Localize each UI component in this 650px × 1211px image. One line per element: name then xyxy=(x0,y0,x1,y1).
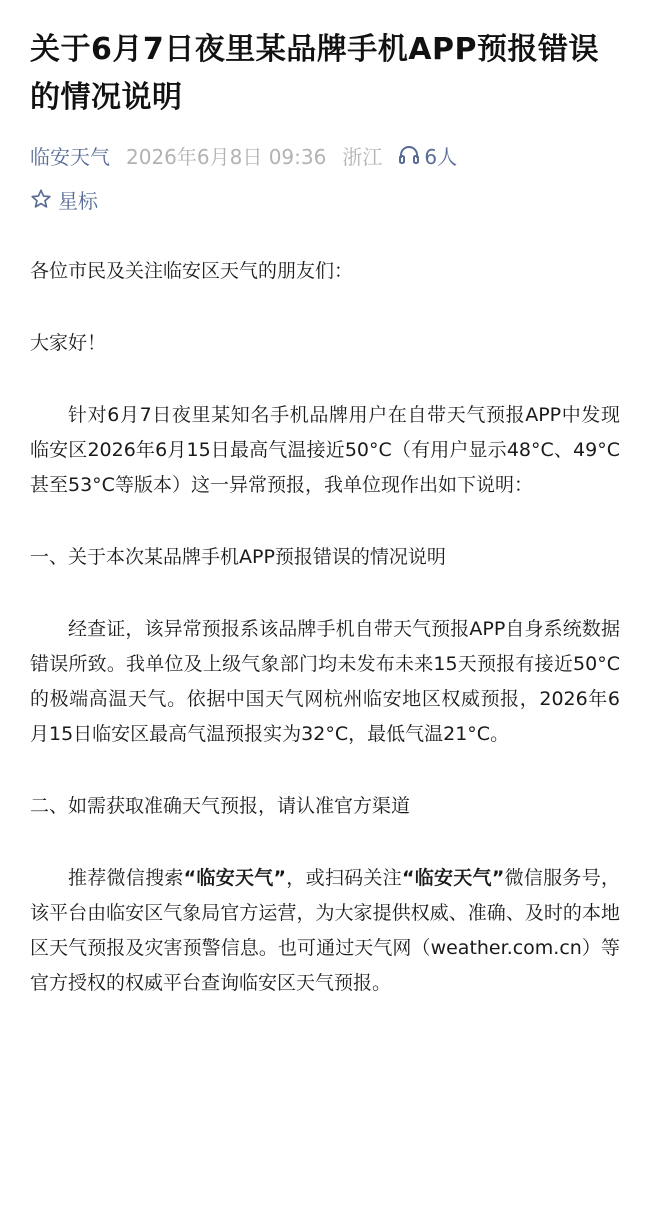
article-body xyxy=(30,254,620,1001)
section2-text-part2: ，或扫码关注 xyxy=(286,867,402,889)
article-meta xyxy=(30,140,620,170)
listen-button[interactable] xyxy=(398,141,457,170)
section2-bold-account-1: “临安天气” xyxy=(183,867,287,889)
section1-body: 经查证，该异常预报系该品牌手机自带天气预报APP自身系统数据错误所致。我单位及上级气象部门均未发布未来15天预报有接近50°C的极端高温天气。依据中国天气网杭州临安地区权威预报，2026年6月15日临安区最高气温预报实为32°C，最低气温21°C。 xyxy=(30,618,620,745)
article-title: 关于6月7日夜里某品牌手机APP预报错误的情况说明 xyxy=(30,32,599,115)
section2-heading: 二、如需获取准确天气预报，请认准官方渠道 xyxy=(30,795,411,817)
account-name-link[interactable]: 临安天气 xyxy=(30,144,110,169)
intro-paragraph: 针对6月7日夜里某知名手机品牌用户在自带天气预报APP中发现临安区2026年6月15日最高气温接近50°C（有用户显示48°C、49°C甚至53°C等版本）这一异常预报，我单位现作出如下说明： xyxy=(30,404,620,496)
star-button[interactable] xyxy=(30,184,620,214)
section2-text-part1: 推荐微信搜索 xyxy=(68,867,184,889)
section2-text-part3: 微信服务号，该平台由临安区气象局官方运营，为大家提供权威、准确、及时的本地区天气预报及灾害预警信息。也可通过天气网（weather.com.cn）等官方授权的权威平台查询临安区天气预报。 xyxy=(30,867,620,994)
star-outline-icon xyxy=(30,188,52,210)
headphones-icon xyxy=(398,145,420,165)
publish-date: 2026年6月8日 09:36 xyxy=(126,144,327,169)
hello-paragraph: 大家好！ xyxy=(30,332,107,354)
section2-bold-account-2: “临安天气” xyxy=(401,867,505,889)
section2-body xyxy=(30,861,620,1001)
section1-heading: 一、关于本次某品牌手机APP预报错误的情况说明 xyxy=(30,546,446,568)
publish-region: 浙江 xyxy=(342,144,383,169)
star-label: 星标 xyxy=(58,188,98,213)
greeting-paragraph: 各位市民及关注临安区天气的朋友们： xyxy=(30,260,354,282)
listen-count: 6人 xyxy=(424,144,458,169)
